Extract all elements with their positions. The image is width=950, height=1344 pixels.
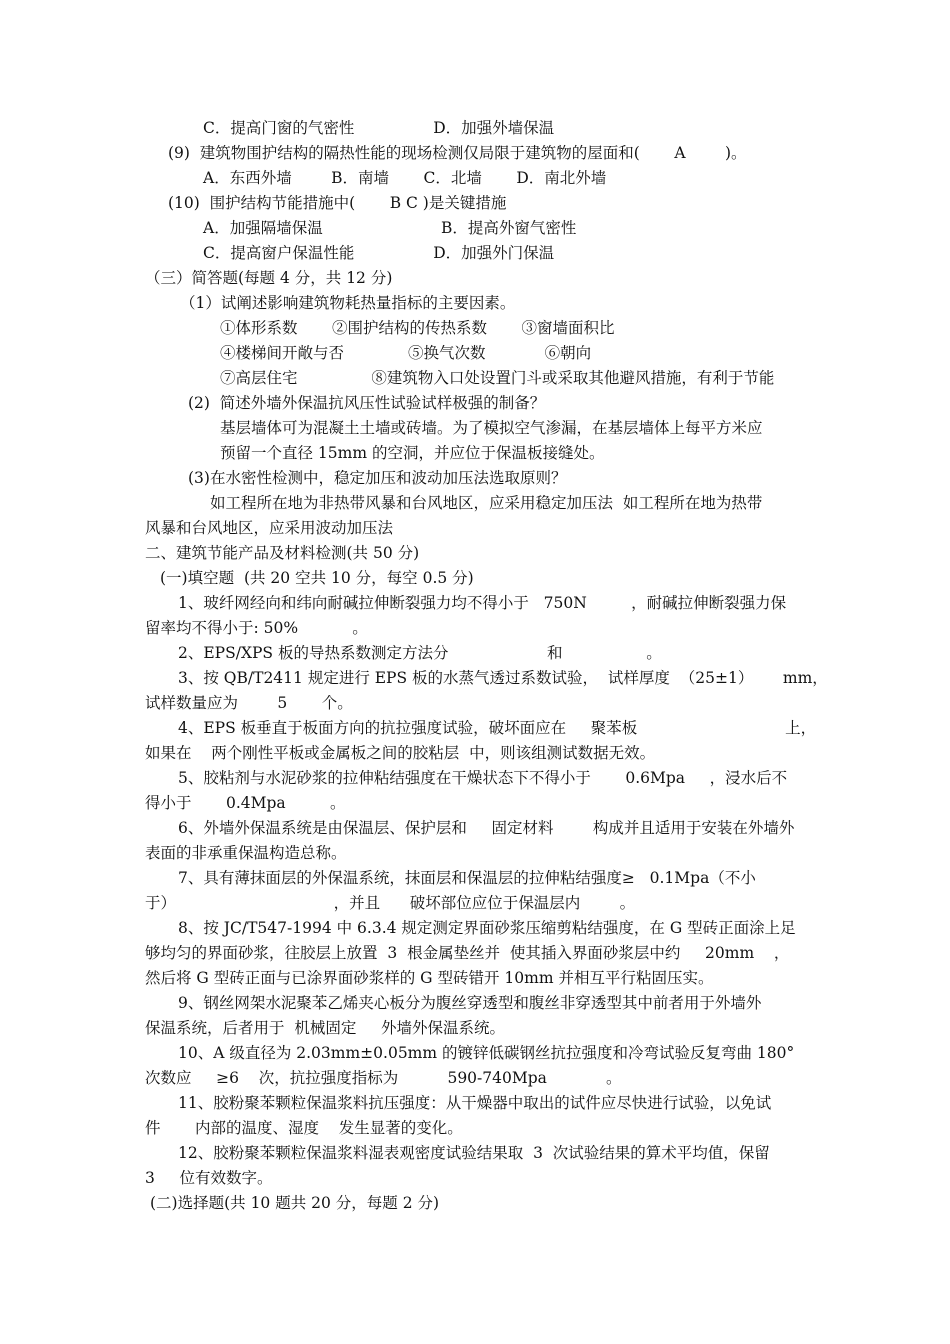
line-42: 12、胶粉聚苯颗粒保温浆料湿表观密度试验结果取 3 次试验结果的算术平均值，保留 [178, 1144, 770, 1162]
line-25: 4、EPS 板垂直于板面方向的抗拉强度试验，破坏面应在 聚苯板 上， [178, 719, 817, 737]
line-37: 保温系统，后者用于 机械固定 外墙外保温系统。 [145, 1019, 505, 1037]
line-07: （三）简答题(每题 4 分，共 12 分) [145, 269, 393, 287]
line-02: (9) 建筑物围护结构的隔热性能的现场检测仅局限于建筑物的屋面和( A )。 [168, 144, 747, 162]
line-32: 于） ，并且 破坏部位应位于保温层内 。 [145, 894, 636, 912]
line-17: 风暴和台风地区，应采用波动加压法 [145, 519, 394, 537]
line-20: 1、玻纤网经向和纬向耐碱拉伸断裂强力均不得小于 750N ，耐碱拉伸断裂强力保 [178, 594, 787, 612]
line-23: 3、按 QB/T2411 规定进行 EPS 板的水蒸气透过系数试验， 试样厚度 （25±1） mm， [178, 669, 828, 687]
line-14: 预留一个直径 15mm 的空洞，并应位于保温板接缝处。 [220, 444, 605, 462]
line-27: 5、胶粘剂与水泥砂浆的拉伸粘结强度在干燥状态下不得小于 0.6Mpa ，浸水后不 [178, 769, 788, 787]
line-36: 9、钢丝网架水泥聚苯乙烯夹心板分为腹丝穿透型和腹丝非穿透型其中前者用于外墙外 [178, 994, 762, 1012]
line-06: C．提高窗户保温性能 D．加强外门保温 [203, 244, 555, 262]
line-29: 6、外墙外保温系统是由保温层、保护层和 固定材料 构成并且适用于安装在外墙外 [178, 819, 795, 837]
line-38: 10、A 级直径为 2.03mm±0.05mm 的镀锌低碳钢丝抗拉强度和冷弯试验反复弯曲 180° [178, 1044, 795, 1062]
line-13: 基层墙体可为混凝土土墙或砖墙。为了模拟空气渗漏，在基层墙体上每平方米应 [220, 419, 763, 437]
line-28: 得小于 0.4Mpa 。 [145, 794, 346, 812]
line-22: 2、EPS/XPS 板的导热系数测定方法分 和 。 [178, 644, 662, 662]
line-08: （1）试阐述影响建筑物耗热量指标的主要因素。 [180, 294, 516, 312]
line-16: 如工程所在地为非热带风暴和台风地区，应采用稳定加压法 如工程所在地为热带 [210, 494, 763, 512]
line-31: 7、具有薄抹面层的外保温系统，抹面层和保温层的拉伸粘结强度≥ 0.1Mpa（不小 [178, 869, 756, 887]
line-01: C．提高门窗的气密性 D．加强外墙保温 [203, 119, 555, 137]
line-11: ⑦高层住宅 ⑧建筑物入口处设置门斗或采取其他避风措施，有利于节能 [220, 369, 775, 387]
line-19: (一)填空题 (共 20 空共 10 分，每空 0.5 分) [160, 569, 474, 587]
line-15: (3)在水密性检测中，稳定加压和波动加压法选取原则？ [188, 469, 567, 487]
line-30: 表面的非承重保温构造总称。 [145, 844, 347, 862]
line-10: ④楼梯间开敞与否 ⑤换气次数 ⑥朝向 [220, 344, 592, 362]
line-09: ①体形系数 ②围护结构的传热系数 ③窗墙面积比 [220, 319, 615, 337]
line-12: (2) 简述外墙外保温抗风压性试验试样极强的制备？ [188, 394, 546, 412]
line-24: 试样数量应为 5 个。 [145, 694, 353, 712]
line-40: 11、胶粉聚苯颗粒保温浆料抗压强度：从干燥器中取出的试件应尽快进行试验，以免试 [178, 1094, 772, 1112]
line-43: 3 位有效数字。 [145, 1169, 273, 1187]
line-05: A．加强隔墙保温 B．提高外窗气密性 [203, 219, 577, 237]
line-41: 件 内部的温度、湿度 发生显著的变化。 [145, 1119, 463, 1137]
line-26: 如果在 两个刚性平板或金属板之间的胶粘层 中，则该组测试数据无效。 [145, 744, 656, 762]
line-04: (10) 围护结构节能措施中( B C )是关键措施 [168, 194, 507, 212]
line-39: 次数应 ≥6 次，抗拉强度指标为 590-740Mpa 。 [145, 1069, 622, 1087]
line-34: 够均匀的界面砂浆，往胶层上放置 3 根金属垫丝并 使其插入界面砂浆层中约 20mm ， [145, 944, 790, 962]
line-35: 然后将 G 型砖正面与已涂界面砂浆样的 G 型砖错开 10mm 并相互平行粘固压实。 [145, 969, 714, 987]
line-21: 留率均不得小于: 50% 。 [145, 619, 368, 637]
line-03: A．东西外墙 B．南墙 C．北墙 D．南北外墙 [203, 169, 607, 187]
line-33: 8、按 JC/T547-1994 中 6.3.4 规定测定界面砂浆压缩剪粘结强度，在 G 型砖正面涂上足 [178, 919, 796, 937]
line-44: (二)选择题(共 10 题共 20 分，每题 2 分) [150, 1194, 440, 1212]
line-18: 二、建筑节能产品及材料检测(共 50 分) [145, 544, 420, 562]
